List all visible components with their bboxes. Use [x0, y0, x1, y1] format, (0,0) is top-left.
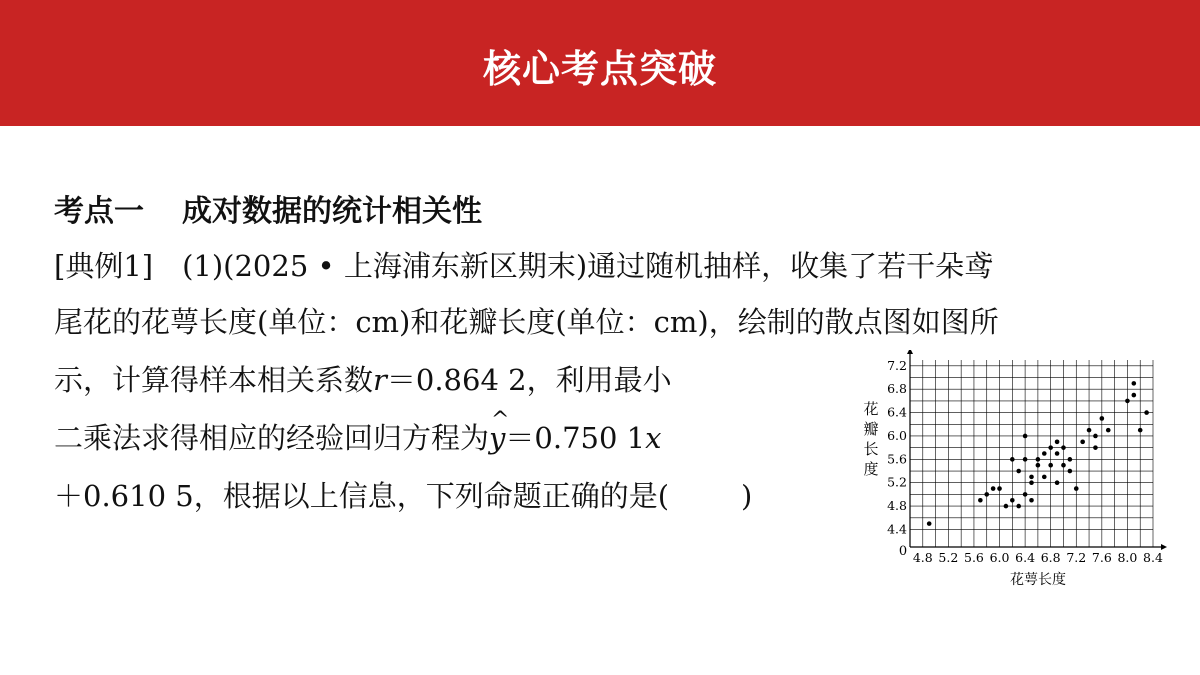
- x-tick-label: 5.2: [938, 550, 959, 565]
- data-point: [1029, 498, 1034, 503]
- data-point: [1055, 480, 1060, 485]
- y-axis-label-char: 长: [863, 440, 879, 458]
- y-tick-label: 6.4: [887, 404, 907, 420]
- y-axis-arrow: [907, 350, 913, 354]
- y-tick-label: 5.6: [887, 451, 907, 467]
- y-tick-label: 6.8: [887, 381, 907, 397]
- data-point: [1016, 504, 1021, 509]
- data-point: [1068, 469, 1073, 474]
- data-point: [1036, 463, 1041, 468]
- y-axis-label-char: 瓣: [863, 420, 879, 438]
- line4-text-b: ＝0.750 1: [505, 421, 646, 455]
- data-point: [1010, 498, 1015, 503]
- line3-text-a: 示，计算得样本相关系数: [54, 363, 374, 397]
- y-axis-label-char: 度: [863, 460, 879, 478]
- data-point: [1068, 457, 1073, 462]
- banner-title: 核心考点突破: [482, 47, 717, 91]
- data-point: [1132, 393, 1137, 398]
- x-axis-label: 花萼长度: [1010, 572, 1066, 588]
- data-point: [1138, 428, 1143, 433]
- data-point: [1093, 445, 1098, 450]
- data-point: [1080, 440, 1085, 445]
- data-point: [1061, 445, 1066, 450]
- data-point: [1055, 440, 1060, 445]
- line5-text-a: ＋0.610 5，根据以上信息，下列命题正确的是(: [54, 479, 670, 513]
- y-axis-label-char: 花: [863, 400, 879, 418]
- data-point: [1004, 504, 1009, 509]
- y-tick-label: 5.2: [887, 474, 907, 490]
- chart-grid: [910, 360, 1153, 547]
- data-point: [1029, 475, 1034, 480]
- data-point: [1016, 469, 1021, 474]
- data-point: [1036, 457, 1041, 462]
- data-point: [1029, 480, 1034, 485]
- problem-line-1: [典例1] (1)(2025 • 上海浦东新区期末)通过随机抽样，收集了若干朵鸢: [54, 249, 994, 283]
- origin-label: 0: [898, 544, 908, 559]
- x-tick-label: 5.6: [964, 550, 984, 565]
- symbol-x: x: [645, 421, 662, 455]
- data-point: [1042, 451, 1047, 456]
- symbol-r: r: [373, 363, 387, 397]
- problem-line-3: [54, 363, 672, 397]
- data-point: [1061, 463, 1066, 468]
- line4-text-a: 二乘法求得相应的经验回归方程为: [54, 421, 490, 455]
- chart-axes: [907, 350, 1167, 550]
- y-tick-label: 4.4: [887, 521, 907, 537]
- data-point: [1055, 451, 1060, 456]
- data-point: [1023, 434, 1028, 439]
- symbol-y-hat: ^ y: [489, 424, 505, 453]
- data-point: [991, 486, 996, 491]
- heading-topic: 成对数据的统计相关性: [182, 194, 482, 229]
- data-point: [997, 486, 1002, 491]
- x-tick-label: 7.6: [1091, 550, 1112, 565]
- x-tick-label: 6.8: [1040, 550, 1061, 565]
- y-axis-label: [863, 400, 878, 478]
- scatter-chart: [855, 350, 1175, 600]
- section-heading: [54, 186, 482, 230]
- problem-line-2: 尾花的花萼长度(单位：cm)和花瓣长度(单位：cm)，绘制的散点图如图所: [54, 305, 999, 339]
- x-tick-label: 4.8: [912, 550, 933, 565]
- y-tick-label: 6.0: [887, 427, 907, 443]
- x-tick-label: 6.4: [1015, 550, 1036, 565]
- data-point: [1100, 416, 1105, 421]
- data-point: [978, 498, 983, 503]
- data-point: [1023, 457, 1028, 462]
- line3-text-b: ＝0.864 2，利用最小: [386, 363, 672, 397]
- data-point: [1042, 475, 1047, 480]
- problem-line-5: [54, 479, 753, 513]
- data-point: [1106, 428, 1111, 433]
- data-point: [1093, 434, 1098, 439]
- x-tick-label: 8.0: [1117, 550, 1138, 565]
- data-point: [1132, 381, 1137, 386]
- data-point: [1048, 445, 1053, 450]
- data-point: [1125, 399, 1130, 404]
- y-tick-label: 4.8: [887, 498, 907, 514]
- header-banner: [0, 0, 1200, 126]
- data-point: [1023, 492, 1028, 497]
- line5-text-b: ): [741, 479, 753, 513]
- data-point: [1048, 463, 1053, 468]
- x-tick-label: 6.0: [989, 550, 1010, 565]
- problem-line-4: [54, 421, 662, 455]
- data-point: [1144, 410, 1149, 415]
- data-point: [1010, 457, 1015, 462]
- data-point: [1087, 428, 1092, 433]
- data-point: [1074, 486, 1079, 491]
- x-tick-label: 8.4: [1143, 550, 1163, 565]
- y-tick-label: 7.2: [887, 357, 907, 373]
- heading-label: 考点一: [54, 194, 144, 229]
- data-point: [984, 492, 989, 497]
- x-tick-label: 7.2: [1066, 550, 1087, 565]
- data-point: [927, 521, 932, 526]
